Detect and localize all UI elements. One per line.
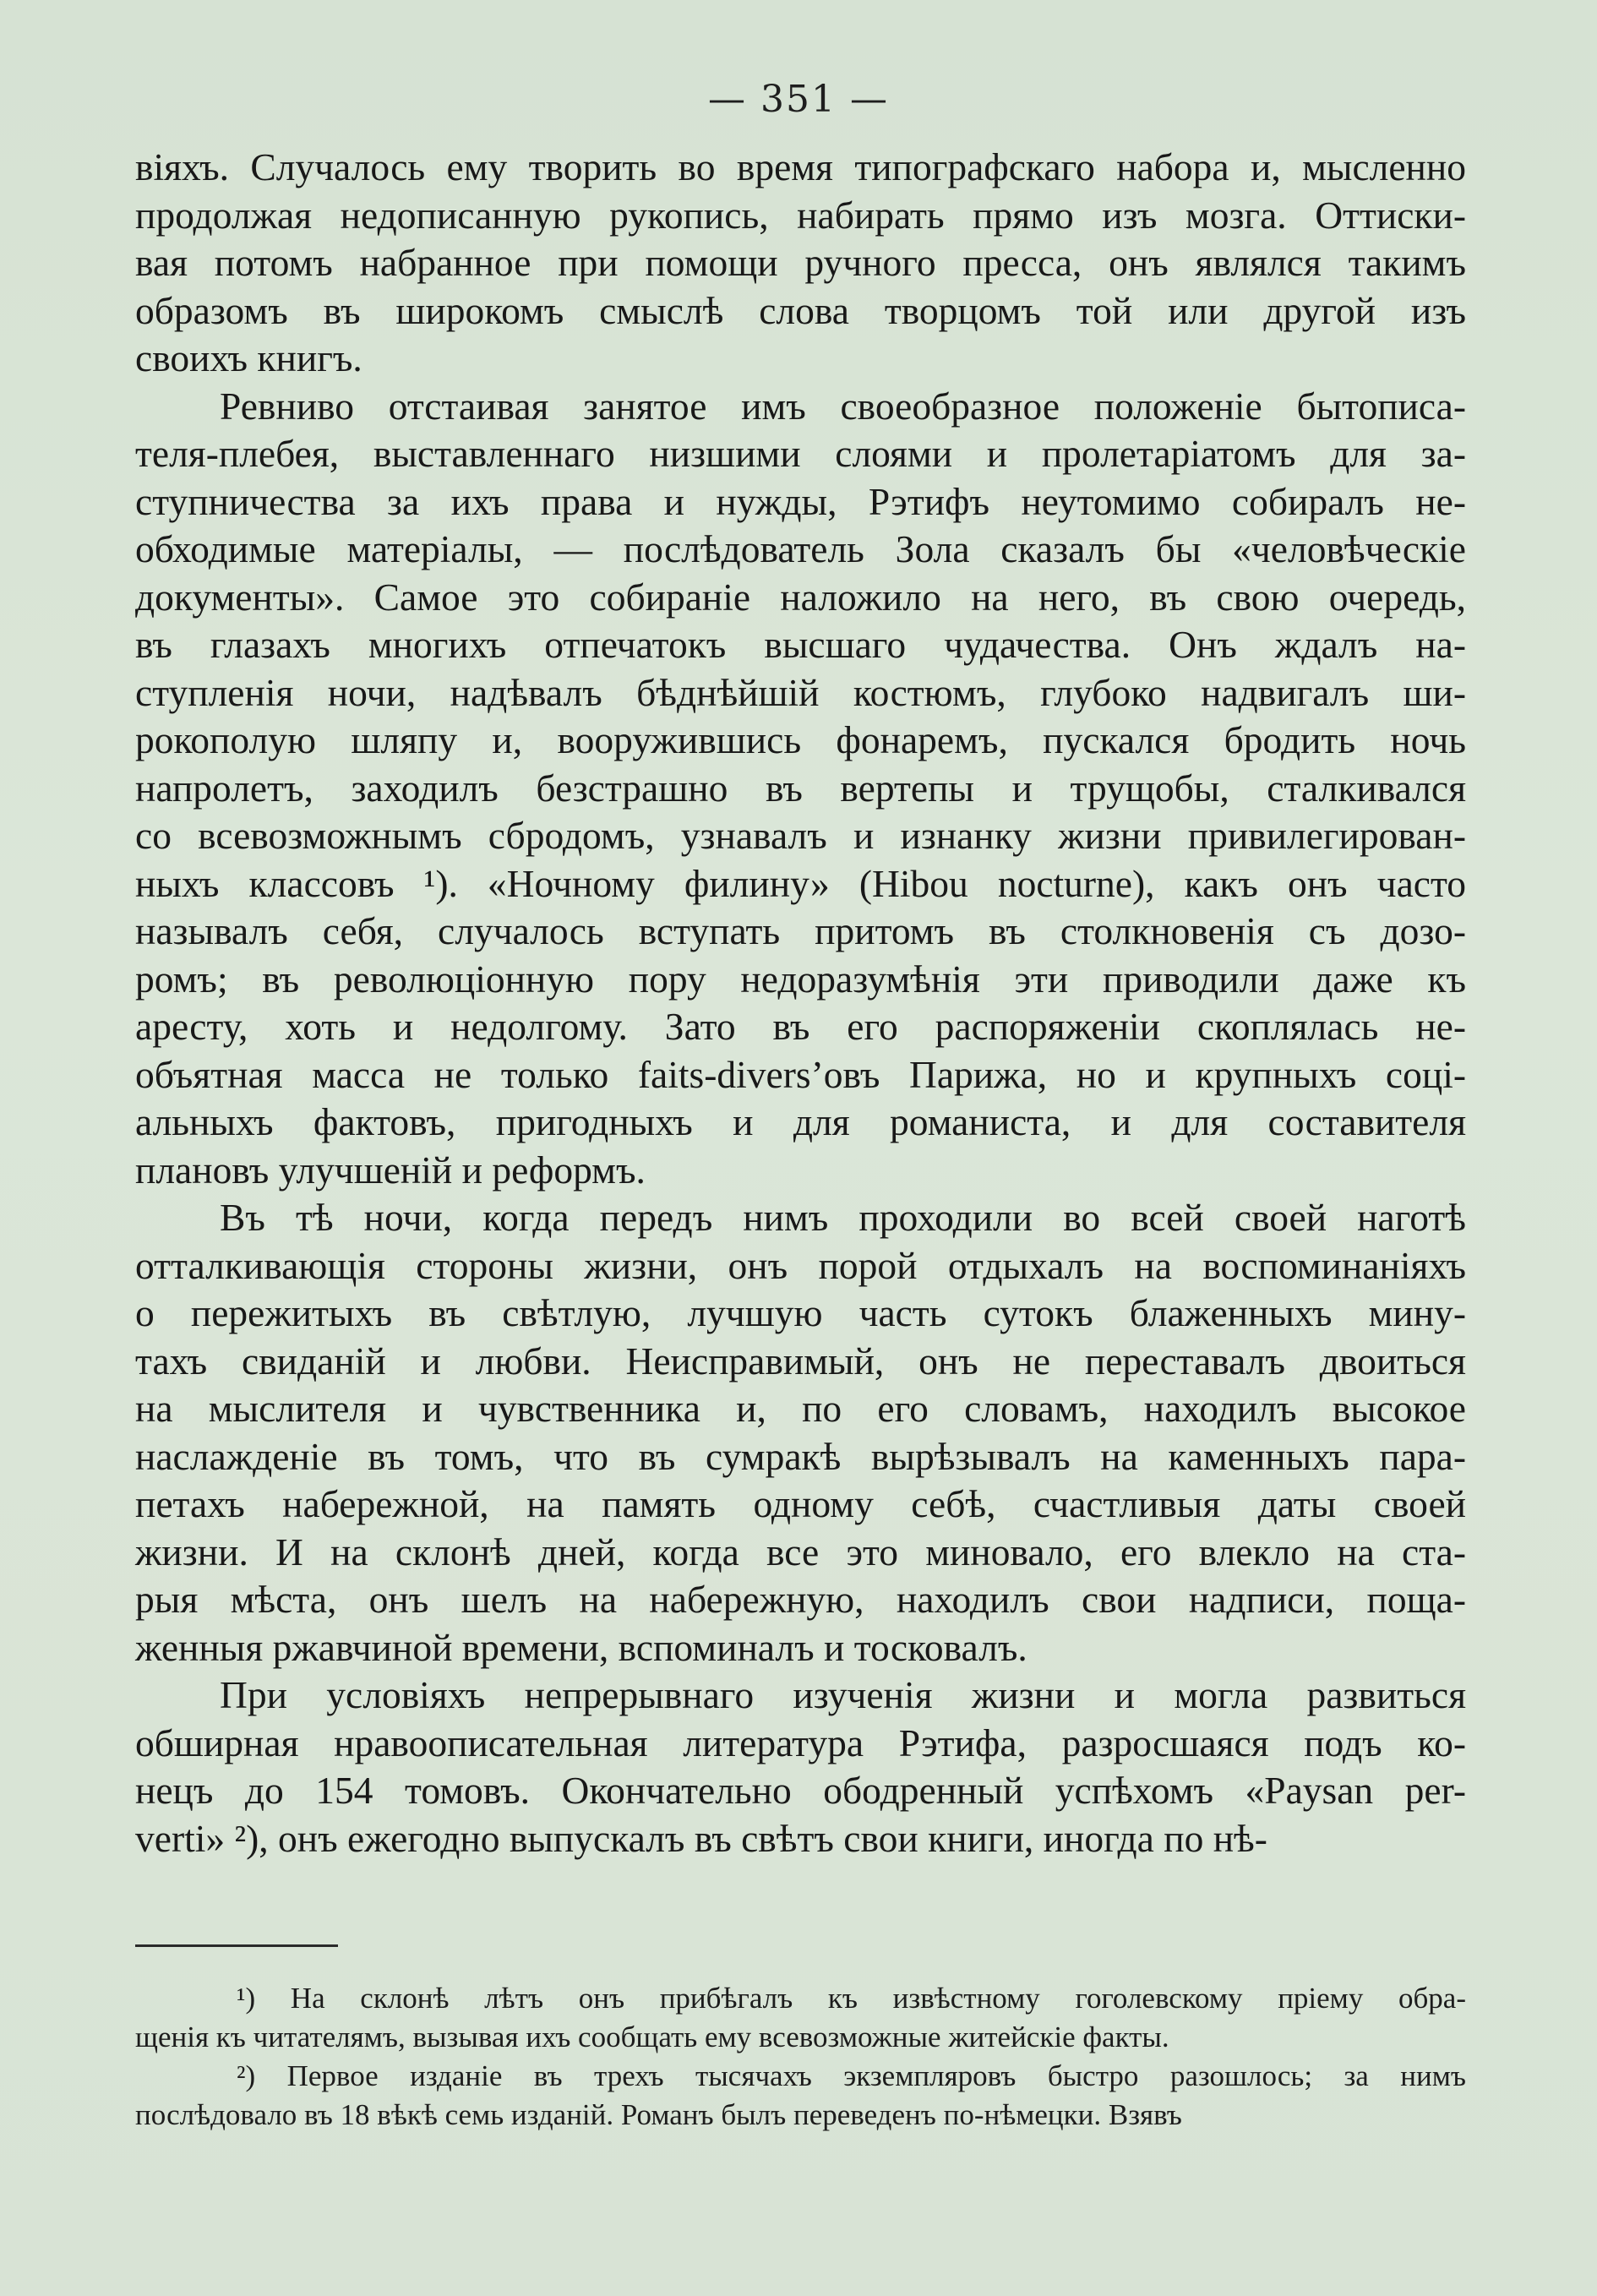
text-line: объятная масса не только faits-divers’овъ Парижа, но и крупныхъ соці-	[135, 1052, 1466, 1096]
text-line: обширная нравоописательная литература Рэтифа, разросшаяся подъ ко-	[135, 1721, 1466, 1764]
text-line: жизни. И на склонѣ дней, когда все это миновало, его влекло на ста-	[135, 1530, 1466, 1573]
text-line: обходимые матеріалы, — послѣдователь Зола сказалъ бы «человѣческіе	[135, 527, 1466, 570]
footnote-line: ²) Первое изданіе въ трехъ тысячахъ экземпляровъ быстро разошлось; за нимъ	[237, 2059, 1466, 2092]
page-number: — 351 —	[708, 78, 889, 121]
text-line: напролетъ, заходилъ безстрашно въ вертепы и трущобы, сталкивался	[135, 766, 1466, 810]
text-line: продолжая недописанную рукопись, набирать прямо изъ мозга. Оттиски-	[135, 193, 1466, 237]
paragraph	[135, 1194, 1466, 1672]
footnote-divider	[135, 1944, 338, 1947]
text-line: ромъ; въ революціонную пору недоразумѣнія эти приводили даже къ	[135, 957, 1466, 1001]
text-line: нецъ до 154 томовъ. Окончательно ободренный успѣхомъ «Paysan per-	[135, 1769, 1466, 1812]
footnote-line: щенія къ читателямъ, вызывая ихъ сообщать ему всевозможные житейскіе факты.	[135, 2021, 1169, 2053]
text-line: аресту, хоть и недолгому. Зато въ его распоряженіи скоплялась не-	[135, 1005, 1466, 1048]
paragraph	[135, 144, 1466, 383]
text-line: рыя мѣста, онъ шелъ на набережную, находилъ свои надписи, поща-	[135, 1578, 1466, 1621]
text-line: verti» ²), онъ ежегодно выпускалъ въ свѣтъ свои книги, иногда по нѣ-	[135, 1816, 1267, 1860]
footnote-line: ¹) На склонѣ лѣтъ онъ прибѣгалъ къ извѣстному гоголевскому пріему обра-	[237, 1982, 1466, 2015]
footnote-line: послѣдовало въ 18 вѣкѣ семь изданій. Романъ былъ переведенъ по-нѣмецки. Взявъ	[135, 2098, 1182, 2131]
paragraph	[135, 383, 1466, 1195]
text-line: Ревниво отстаивая занятое имъ своеобразное положеніе бытописа-	[220, 384, 1466, 428]
text-line: въ глазахъ многихъ отпечатокъ высшаго чудачества. Онъ ждалъ на-	[135, 623, 1466, 666]
text-line: о пережитыхъ въ свѣтлую, лучшую часть сутокъ блаженныхъ мину-	[135, 1291, 1466, 1334]
text-line: плановъ улучшеній и реформъ.	[135, 1148, 646, 1192]
footnote	[135, 2057, 1466, 2135]
text-line: віяхъ. Случалось ему творить во время типографскаго набора и, мысленно	[135, 145, 1466, 188]
text-line: теля-плебея, выставленнаго низшими слоями и пролетаріатомъ для за-	[135, 432, 1466, 475]
text-line: При условіяхъ непрерывнаго изученія жизни и могла развиться	[220, 1673, 1466, 1716]
text-line: своихъ книгъ.	[135, 336, 362, 379]
text-line: тахъ свиданій и любви. Неисправимый, онъ не переставалъ двоиться	[135, 1339, 1466, 1383]
text-line: отталкивающія стороны жизни, онъ порой отдыхалъ на воспоминаніяхъ	[135, 1243, 1466, 1287]
text-line: документы». Самое это собираніе наложило на него, въ свою очередь,	[135, 575, 1466, 619]
text-line: на мыслителя и чувственника и, по его словамъ, находилъ высокое	[135, 1387, 1466, 1430]
text-line: альныхъ фактовъ, пригодныхъ и для романиста, и для составителя	[135, 1100, 1466, 1143]
body-text	[135, 144, 1466, 1862]
text-line: называлъ себя, случалось вступать притомъ въ столкновенія съ дозо-	[135, 909, 1466, 952]
text-line: образомъ въ широкомъ смыслѣ слова творцомъ той или другой изъ	[135, 288, 1466, 332]
footnotes	[135, 1979, 1466, 2135]
text-line: ступленія ночи, надѣвалъ бѣднѣйшій костюмъ, глубоко надвигалъ ши-	[135, 670, 1466, 714]
text-line: рокополую шляпу и, вооружившись фонаремъ, пускался бродить ночь	[135, 718, 1466, 761]
footnote	[135, 1979, 1466, 2057]
text-line: Въ тѣ ночи, когда передъ нимъ проходили во всей своей наготѣ	[220, 1196, 1466, 1239]
text-line: петахъ набережной, на память одному себѣ, счастливыя даты своей	[135, 1482, 1466, 1525]
text-line: женныя ржавчиной времени, вспоминалъ и тосковалъ.	[135, 1625, 1027, 1669]
text-line: ступничества за ихъ права и нужды, Рэтифъ неутомимо собиралъ не-	[135, 479, 1466, 523]
text-line: вая потомъ набранное при помощи ручного пресса, онъ являлся такимъ	[135, 241, 1466, 284]
text-line: со всевозможнымъ сбродомъ, узнавалъ и изнанку жизни привилегирован-	[135, 814, 1466, 857]
paragraph	[135, 1672, 1466, 1862]
text-line: наслажденіе въ томъ, что въ сумракѣ вырѣзывалъ на каменныхъ пара-	[135, 1434, 1466, 1478]
text-line: ныхъ классовъ ¹). «Ночному филину» (Hibou nocturne), какъ онъ часто	[135, 861, 1466, 905]
